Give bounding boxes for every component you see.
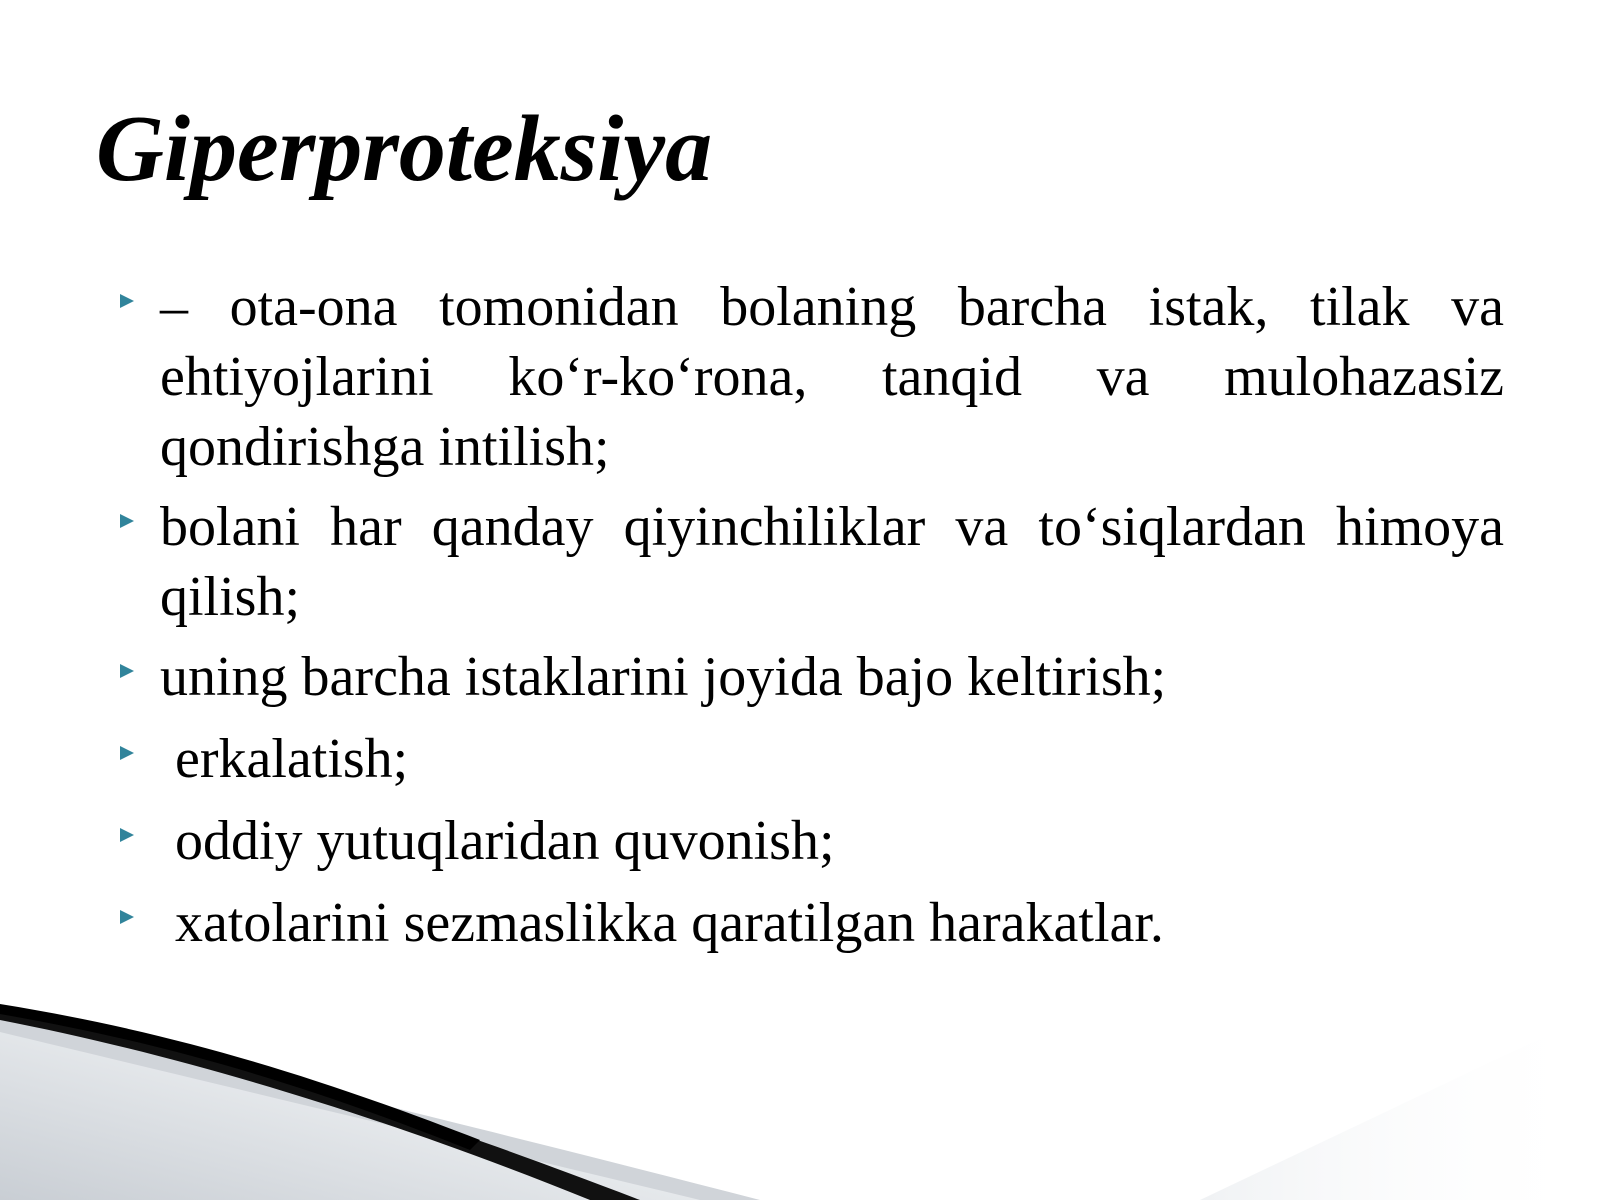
- list-item: [114, 888, 1504, 960]
- triangle-bullet-icon: [114, 806, 160, 878]
- triangle-bullet-icon: [114, 888, 160, 960]
- list-item: [114, 806, 1504, 878]
- list-item: [114, 492, 1504, 632]
- list-item: [114, 272, 1504, 482]
- triangle-bullet-icon: [114, 642, 160, 714]
- list-item: [114, 642, 1504, 714]
- triangle-bullet-icon: [114, 492, 160, 564]
- bullet-text: xatolarini sezmaslikka qaratilgan harakatlar.: [175, 892, 1164, 954]
- triangle-bullet-icon: [114, 724, 160, 796]
- bullet-text: – ota-ona tomonidan bolaning barcha istak, tilak va ehtiyojlarini ko‘r-ko‘rona, tanqid va mulohazasiz qondirishga intilish;: [160, 276, 1504, 478]
- bullet-text: bolani har qanday qiyinchiliklar va to‘siqlardan himoya qilish;: [160, 496, 1504, 628]
- slide-title: Giperproteksiya: [96, 97, 713, 201]
- bullet-text: uning barcha istaklarini joyida bajo keltirish;: [160, 646, 1167, 708]
- bullet-text: erkalatish;: [175, 728, 409, 790]
- bullet-text: oddiy yutuqlaridan quvonish;: [175, 810, 835, 872]
- list-item: [114, 724, 1504, 796]
- bullet-list: [114, 272, 1504, 970]
- triangle-bullet-icon: [114, 272, 160, 344]
